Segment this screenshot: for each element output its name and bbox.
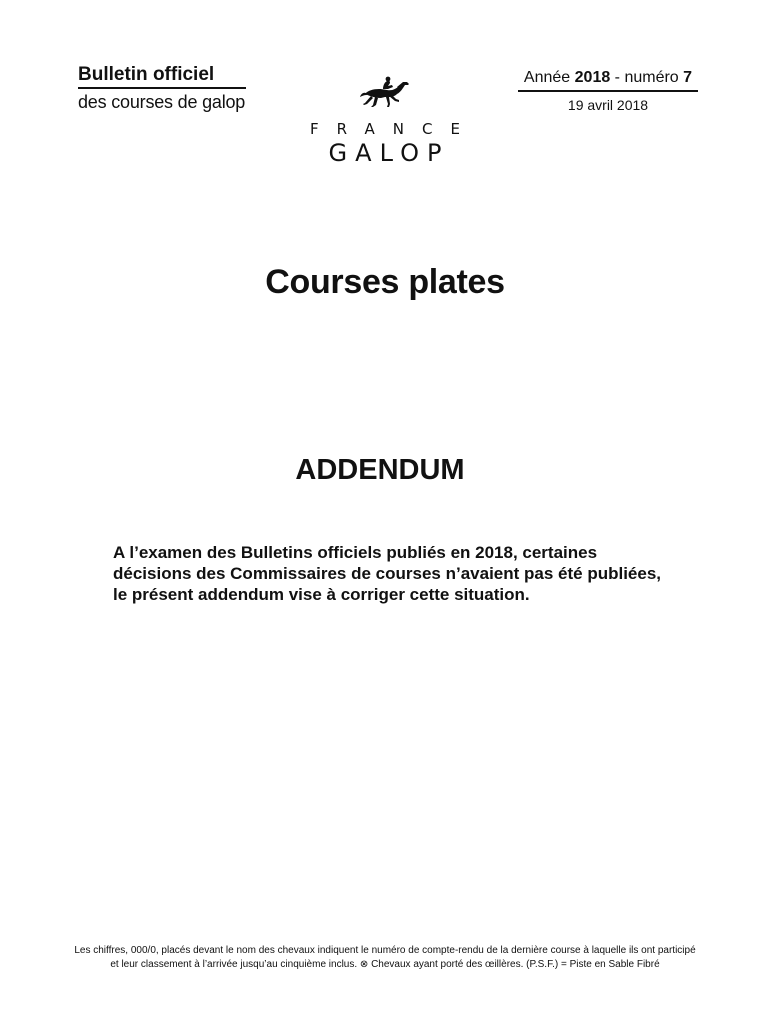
publication-subtitle: des courses de galop: [78, 92, 246, 112]
france-galop-logo: [280, 76, 490, 166]
intro-paragraph: [113, 542, 703, 605]
issue-info: [518, 68, 698, 114]
intro-line: A l’examen des Bulletins officiels publiés en 2018, certaines: [113, 543, 598, 562]
intro-line: décisions des Commissaires de courses n’avaient pas été publiées,: [113, 564, 662, 583]
issue-date: 19 avril 2018: [567, 97, 649, 113]
publication-title: Bulletin officiel: [78, 64, 246, 89]
footnote-line: Les chiffres, 000/0, placés devant le nom des chevaux indiquent le numéro de compte-rendu de la dernière course à laquelle ils ont participé: [74, 945, 696, 956]
page-title: Courses plates: [265, 263, 505, 301]
footnote: [40, 944, 730, 972]
issue-separator: - numéro: [610, 69, 684, 86]
intro-line: le présent addendum vise à corriger cette situation.: [113, 585, 530, 604]
issue-year: 2018: [574, 69, 611, 86]
issue-number: 7: [683, 69, 693, 86]
footnote-line: et leur classement à l’arrivée jusqu’au cinquième inclus. ⊗ Chevaux ayant porté des œillères. (P.S.F.) = Piste en Sable Fibré: [110, 959, 660, 970]
issue-prefix: Année: [523, 69, 575, 86]
section-title: ADDENDUM: [295, 454, 465, 486]
issue-line: [518, 68, 698, 92]
logo-word-france: FRANCE: [310, 120, 478, 138]
publication-header: [78, 64, 246, 113]
horse-and-jockey-icon: [359, 76, 411, 110]
logo-word-galop: GALOP: [328, 139, 450, 167]
